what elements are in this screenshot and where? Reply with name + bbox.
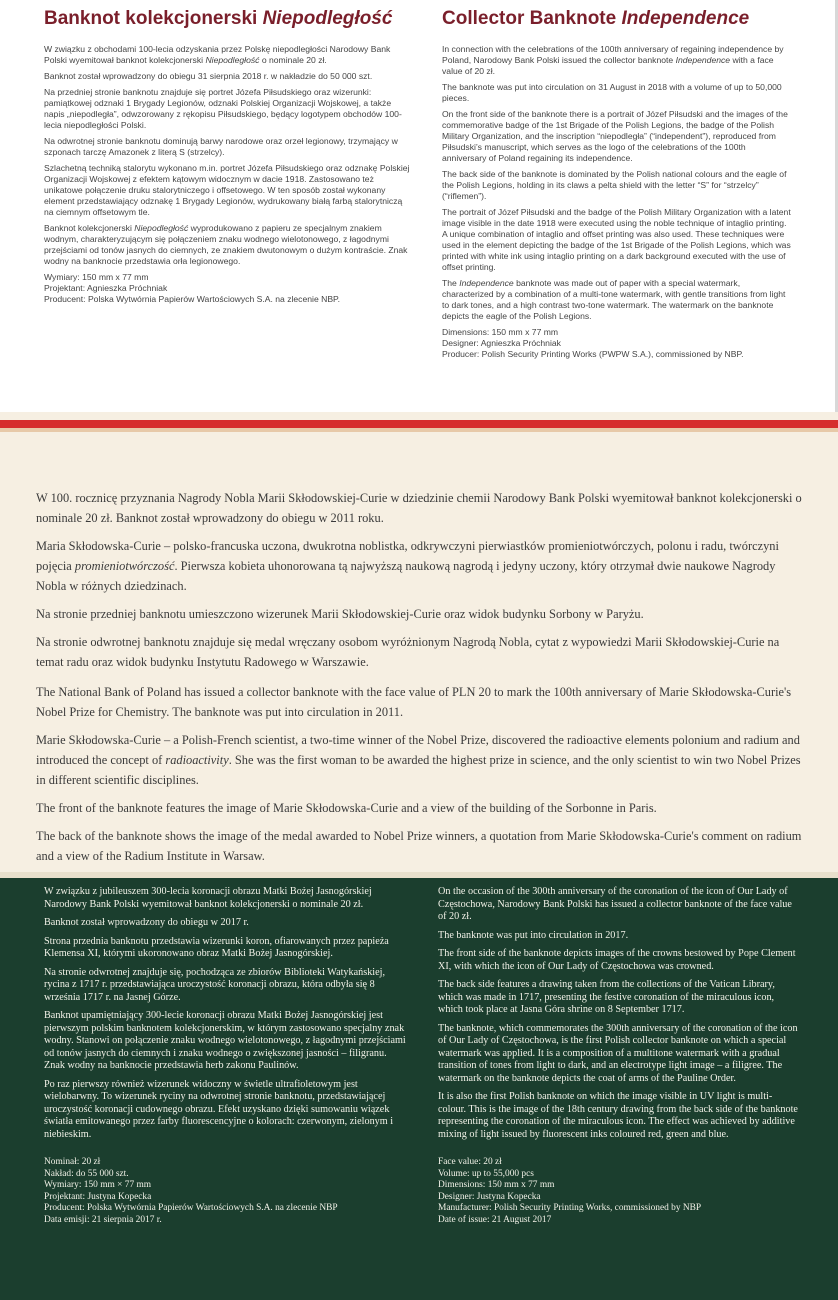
paragraph: The back of the banknote shows the image of the medal awarded to Nobel Prize winners, a quotation from Marie Skłodowska-Curie's comment on radium and a view of the Radium Institute in Warsaw. [36, 829, 802, 863]
paragraph: Po raz pierwszy również wizerunek widoczny w świetle ultrafioletowym jest wielobarwny. To wizerunek ryciny na odwrotnej stronie banknotu, przedstawiającej uroczystość koronacji cudownego obrazu. Efekt uzyskano dzięki sumowaniu wiązek światła emitowanego przez farby fluorescencyjne o kolorach: czerwonym, zielonym i niebieskim. [44, 1078, 394, 1140]
paragraph: The front side of the banknote depicts images of the crowns bestowed by Pope Clement XI, with which the icon of Our Lady of Częstochowa was crowned. [438, 948, 796, 972]
independence-banknote-leaflet [0, 0, 838, 412]
paragraph: Banknot kolekcjonerski Niepodległość wyprodukowano z papieru ze specjalnym znakiem wodnym, charakteryzującym się połączeniem znaku wodnego wielotonowego, z łagodnymi przejściami od tonów jasnych do ciemnych, ze znakiem dwutonowym o dużym kontraście. Znak wodny na banknocie przedstawia orła legionowego. [44, 223, 408, 266]
top-band [0, 872, 838, 878]
english-column [442, 8, 792, 360]
paragraph: W związku z jubileuszem 300-lecia koronacji obrazu Matki Bożej Jasnogórskiej Narodowy Bank Polski wyemitował banknot kolekcjonerski o nominale 20 zł. [44, 886, 372, 910]
paragraph: Na stronie przedniej banknotu umieszczono wizerunek Marii Skłodowskiej-Curie oraz widok budynku Sorbony w Paryżu. [36, 607, 644, 621]
paragraph: The portrait of Józef Piłsudski and the badge of the Polish Military Organization with a latent image visible in the date 1918 were executed using the noble technique of intaglio printing. A unique combination of intaglio and offset printing was also used. These techniques were used in the element depicting the badge of the 1st Brigade of the Polish Legions, which was printed with white ink using intaglio printing on a dark background executed with the use of offset printing. [442, 207, 791, 272]
paragraph: Banknot został wprowadzony do obiegu w 2017 r. [44, 917, 249, 928]
paragraph: Strona przednia banknotu przedstawia wizerunki koron, ofiarowanych przez papieża Klemensa XI, którymi ukoronowano obraz Matki Bożej Jasnogórskiej. [44, 935, 389, 959]
paragraph: Marie Skłodowska-Curie – a Polish-French scientist, a two-time winner of the Nobel Prize, discovered the radioactive elements polonium and radium and introduced the concept of radioactivity. She was the first woman to be awarded the highest prize in science, and the only scientist to win two Nobel Prizes in different scientific disciplines. [36, 733, 801, 787]
paragraph: Na stronie odwrotnej znajduje się, pochodząca ze zbiorów Biblioteki Watykańskiej, rycina z 1717 r. przedstawiająca uroczystość koronacji obrazu, która odbyła się 8 września 1717 r. na Jasnej Górze. [44, 966, 386, 1003]
face-value: Nominał: 20 zł [44, 1157, 101, 1167]
polish-text-block [36, 488, 804, 680]
volume: Volume: up to 55,000 pcs [438, 1168, 534, 1179]
paragraph: The back side features a drawing taken from the collections of the Vatican Library, which was made in 1717, presenting the festive coronation of the miraculous icon, which took place at Jasna Góra shrine on 8 September 1717. [438, 979, 775, 1015]
dimensions: Wymiary: 150 mm × 77 mm [44, 1180, 152, 1190]
paragraph: The back side of the banknote is dominated by the Polish national colours and the eagle of the Polish Legions, holding in its claws a pelta shield with the letter “S” for “strzelcy” (“riflemen”). [442, 169, 787, 201]
paragraph: W 100. rocznicę przyznania Nagrody Nobla Marii Skłodowskiej-Curie w dziedzinie chemii Narodowy Bank Polski wyemitował banknot kolekcjonerski o nominale 20 zł. Banknot został wprowadzony do obiegu w 2011 roku. [36, 491, 802, 525]
dimensions: Wymiary: 150 mm x 77 mm [44, 272, 149, 282]
paragraph: W związku z obchodami 100-lecia odzyskania przez Polskę niepodległości Narodowy Bank Polski wyemitował banknot kolekcjonerski Niepodległość o nominale 20 zł. [44, 44, 391, 65]
paragraph: Na odwrotnej stronie banknotu dominują barwy narodowe oraz orzeł legionowy, trzymający w szponach tarczę Amazonek z literą S (strzelcy). [44, 136, 398, 157]
designer: Projektant: Justyna Kopecka [44, 1191, 152, 1202]
producer: Producent: Polska Wytwórnia Papierów Wartościowych S.A. na zlecenie NBP [44, 1203, 338, 1213]
jasna-gora-banknote-leaflet [0, 872, 838, 1300]
producer: Producer: Polish Security Printing Works (PWPW S.A.), commissioned by NBP. [442, 349, 744, 359]
paragraph: The front of the banknote features the image of Marie Skłodowska-Curie and a view of the building of the Sorbonne in Paris. [36, 801, 657, 815]
spacer [44, 1147, 406, 1157]
manufacturer: Manufacturer: Polish Security Printing Works, commissioned by NBP [438, 1203, 702, 1213]
spacer [438, 1147, 798, 1157]
paragraph: The banknote, which commemorates the 300th anniversary of the coronation of the icon of Our Lady of Częstochowa, is the first Polish collector banknote on which a special watermark was applied. It is a composition of a multitone watermark with a gradual transition of tones from light to dark, and an electrotype light image – a filigree. The watermark on the banknote depicts the coat of arms of the Pauline Order. [438, 1022, 798, 1084]
paragraph: The National Bank of Poland has issued a collector banknote with the face value of PLN 20 to mark the 100th anniversary of Marie Skłodowska-Curie's Nobel Prize for Chemistry. The banknote was put into circulation in 2011. [36, 685, 792, 719]
paragraph: Banknot został wprowadzony do obiegu 31 sierpnia 2018 r. w nakładzie do 50 000 szt. [44, 71, 373, 81]
face-value: Face value: 20 zł [438, 1157, 502, 1167]
english-heading: Collector Banknote Independence [442, 8, 750, 29]
volume: Nakład: do 55 000 szt. [44, 1168, 129, 1179]
polish-column [44, 886, 406, 1226]
designer: Designer: Justyna Kopecka [438, 1191, 541, 1202]
issue-date: Date of issue: 21 August 2017 [438, 1214, 552, 1225]
dimensions: Dimensions: 150 mm x 77 mm [442, 327, 559, 337]
english-column [438, 886, 798, 1226]
paragraph: The banknote was put into circulation on 31 August in 2018 with a volume of up to 50,000 pieces. [442, 82, 782, 103]
designer: Designer: Agnieszka Próchniak [442, 338, 561, 348]
english-text-block [36, 682, 804, 872]
designer: Projektant: Agnieszka Próchniak [44, 283, 168, 293]
curie-banknote-leaflet [0, 412, 838, 872]
paragraph: Banknot upamiętniający 300-lecie koronacji obrazu Matki Bożej Jasnogórskiej jest pierwszym polskim banknotem kolekcjonerskim, w którym zastosowano specjalny znak wodny. Stanowi on połączenie znaku wodnego wielotonowego, z łagodnymi przejściami od tonów jasnych do ciemnych i znaku wodnego o zwiększonej jasności – filigranu. Znak wodny na banknocie przedstawia herb zakonu Paulinów. [44, 1010, 406, 1071]
paragraph: On the occasion of the 300th anniversary of the coronation of the icon of Our Lady of Częstochowa, Narodowy Bank Polski has issued a collector banknote of the face value of 20 zł. [438, 886, 792, 922]
paragraph: Maria Skłodowska-Curie – polsko-francuska uczona, dwukrotna noblistka, odkrywczyni pierwiastków promieniotwórczych, polonu i radu, twórczyni pojęcia promieniotwórczość. Pierwsza kobieta uhonorowana tą najwyższą naukową nagrodą i jedyny uczony, który otrzymał dwie naukowe Nagrody Nobla w różnych dziedzinach. [36, 539, 779, 593]
stripe-shadow [0, 428, 838, 432]
polish-column [44, 8, 414, 305]
paragraph: On the front side of the banknote there is a portrait of Józef Piłsudski and the images of the commemorative badge of the 1st Brigade of the Polish Legions, the badge of the Polish Military Organization, and the inscription “niepodległa” (“independent”), reproduced from Piłsudski’s manuscript, which serves as the logo of the celebrations of the 100th anniversary of Poland regaining its independence. [442, 109, 788, 163]
paragraph: It is also the first Polish banknote on which the image visible in UV light is multi-colour. This is the image of the 18th century drawing from the back side of the banknote representing the coronation of the miraculous icon. The effect was achieved by additive mixing of light issued by fluorescent inks coloured red, green and blue. [438, 1091, 798, 1140]
dimensions: Dimensions: 150 mm x 77 mm [438, 1180, 555, 1190]
producer: Producent: Polska Wytwórnia Papierów Wartościowych S.A. na zlecenie NBP. [44, 294, 341, 304]
paragraph: In connection with the celebrations of the 100th anniversary of regaining independence by Poland, Narodowy Bank Polski issued the collector banknote Independence with a face value of 20 zł. [442, 44, 784, 76]
paragraph: Na stronie odwrotnej banknotu znajduje się medal wręczany osobom wyróżnionym Nagrodą Nobla, cytat z wypowiedzi Marii Skłodowskiej-Curie na temat radu oraz widok budynku Instytutu Radowego w Warszawie. [36, 635, 780, 669]
paragraph: Na przedniej stronie banknotu znajduje się portret Józefa Piłsudskiego oraz wizerunki: pamiątkowej odznaki 1 Brygady Legionów, odznaki Polskiej Organizacji Wojskowej, a także napis „niepodległa”, odwzorowany z rękopisu Piłsudskiego, będący logotypem obchodów 100-lecia niepodległości Polski. [44, 87, 402, 130]
paragraph: The Independence banknote was made out of paper with a special watermark, characterized by a combination of a multi-tone watermark, with gentle transitions from light to dark tones, and a high contrast two-tone watermark. The watermark on the banknote depicts the eagle of the Polish Legions. [442, 278, 786, 321]
polish-heading: Banknot kolekcjonerski Niepodległość [44, 8, 393, 29]
issue-date: Data emisji: 21 sierpnia 2017 r. [44, 1214, 162, 1225]
paragraph: The banknote was put into circulation in 2017. [438, 929, 629, 941]
red-stripe [0, 420, 838, 428]
paragraph: Szlachetną techniką stalorytu wykonano m.in. portret Józefa Piłsudskiego oraz odznakę Polskiej Organizacji Wojskowej z efektem kątowym widocznym w dacie 1918. Zastosowano też unikatowe połączenie druku stalorytniczego i offsetowego. W ten sposób został wykonany element przedstawiający odznakę 1 Brygady Legionów, wydrukowany białą farbą stalorytniczą na ciemnym offsetowym tle. [44, 163, 410, 217]
